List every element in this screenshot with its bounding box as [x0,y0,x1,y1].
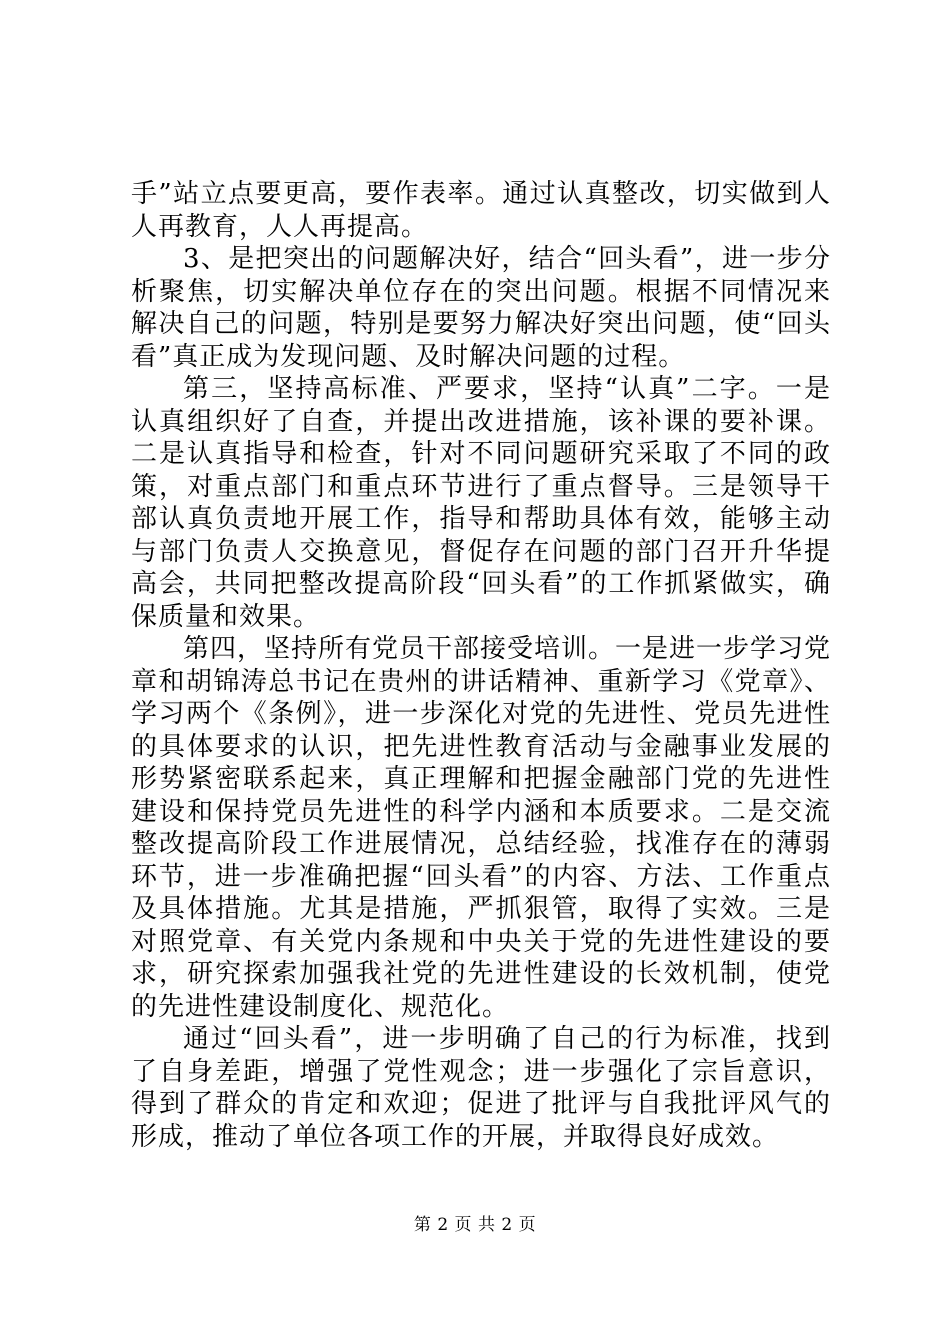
page-number-footer: 第 2 页 共 2 页 [413,1215,537,1235]
document-body [131,178,831,1153]
paragraph-5: 通过“回头看”，进一步明确了自己的行为标准，找到了自身差距，增强了党性观念；进一步强化了宗旨意识，得到了群众的肯定和欢迎；促进了批评与自我批评风气的形成，推动了单位各项工作的开展，并取得良好成效。 [131,1024,831,1152]
paragraph-4: 第四，坚持所有党员干部接受培训。一是进一步学习党章和胡锦涛总书记在贵州的讲话精神、重新学习《党章》、学习两个《条例》，进一步深化对党的先进性、党员先进性的具体要求的认识，把先进性教育活动与金融事业发展的形势紧密联系起来，真正理解和把握金融部门党的先进性建设和保持党员先进性的科学内涵和本质要求。二是交流整改提高阶段工作进展情况，总结经验，找准存在的薄弱环节，进一步准确把握“回头看”的内容、方法、工作重点及具体措施。尤其是措施，严抓狠管，取得了实效。三是对照党章、有关党内条规和中央关于党的先进性建设的要求，研究探索加强我社党的先进性建设的长效机制，使党的先进性建设制度化、规范化。 [131,634,832,1022]
paragraph-2: 3、是把突出的问题解决好，结合“回头看”，进一步分析聚焦，切实解决单位存在的突出问题。根据不同情况来解决自己的问题，特别是要努力解决好突出问题，使“回头看”真正成为发现问题、及时解决问题的过程。 [131,244,831,372]
paragraph-3: 第三，坚持高标准、严要求，坚持“认真”二字。一是认真组织好了自查，并提出改进措施，该补课的要补课。二是认真指导和检查，针对不同问题研究采取了不同的政策，对重点部门和重点环节进行了重点督导。三是领导干部认真负责地开展工作，指导和帮助具体有效，能够主动与部门负责人交换意见，督促存在问题的部门召开升华提高会，共同把整改提高阶段“回头看”的工作抓紧做实，确保质量和效果。 [131,374,831,632]
paragraph-1: 手”站立点要更高，要作表率。通过认真整改，切实做到人人再教育，人人再提高。 [131,179,831,242]
